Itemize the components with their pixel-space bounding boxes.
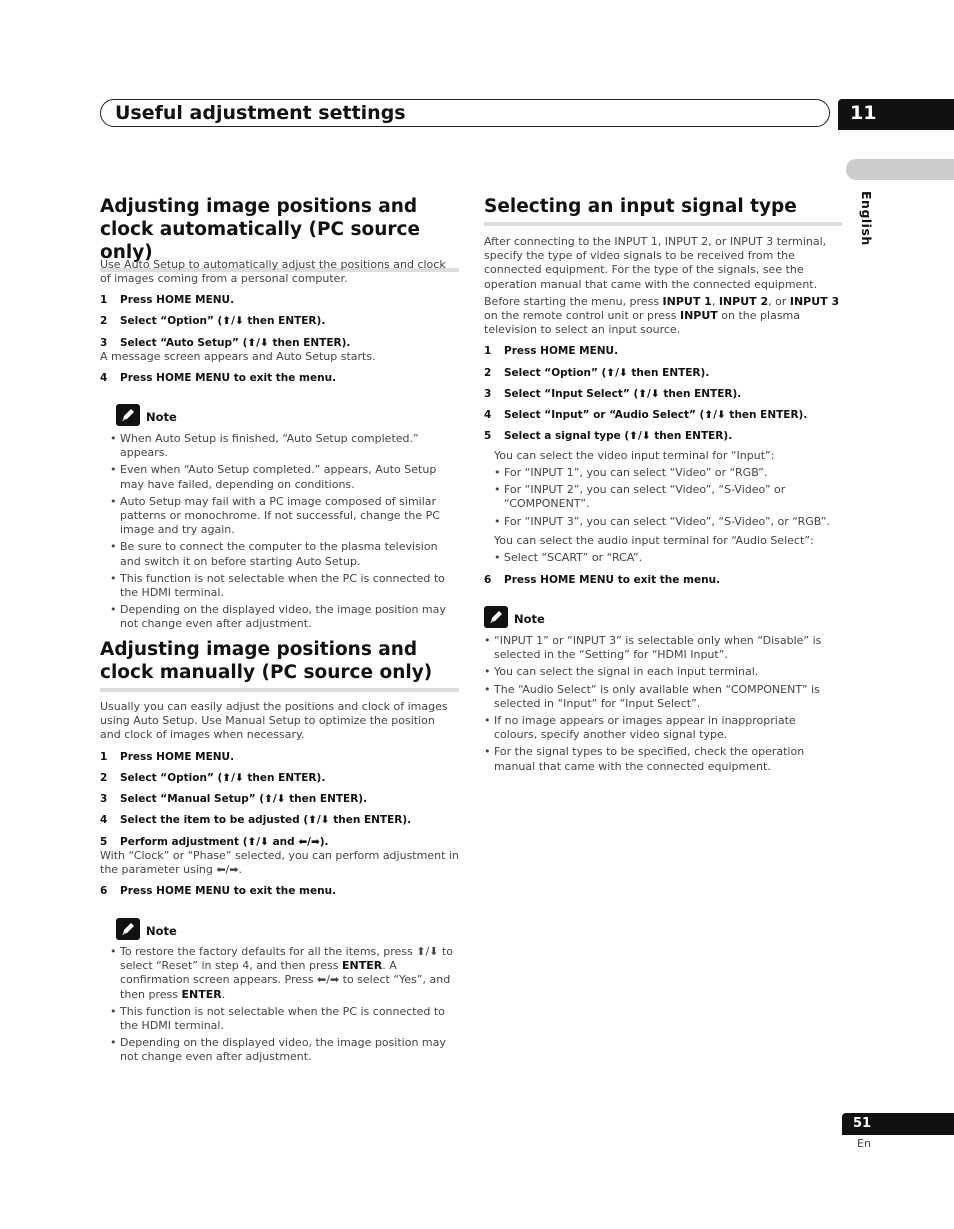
manual-note-header	[100, 918, 459, 942]
list-item: • Select “SCART” or “RCA”.	[484, 551, 842, 565]
step-number: 1	[100, 294, 108, 306]
note-pencil-icon	[116, 918, 140, 940]
auto-intro: Use Auto Setup to automatically adjust the positions and clock of images coming from a personal computer.	[100, 258, 446, 286]
step-text: Select “Option” (⬆/⬇ then ENTER).	[504, 367, 710, 379]
auto-step-4	[100, 371, 459, 385]
manual-step-3	[100, 792, 459, 806]
input-intro: After connecting to the INPUT 1, INPUT 2, or INPUT 3 terminal, specify the type of video signals to be received from the connected equipment. For the type of the signals, see the operation manual that came with the connected equipment.	[484, 235, 827, 291]
step-text: Press HOME MENU.	[120, 751, 235, 763]
step-number: 3	[100, 793, 108, 805]
step-number: 4	[100, 814, 108, 826]
step-text: Select “Manual Setup” (⬆/⬇ then ENTER).	[120, 793, 368, 805]
auto-note-header	[100, 404, 459, 428]
page-number: 51	[842, 1113, 954, 1135]
auto-step-2	[100, 314, 459, 328]
input-note-header	[468, 606, 842, 630]
chapter-number: 11	[838, 99, 954, 130]
step-number: 6	[100, 885, 108, 897]
manual-step-6	[100, 884, 459, 898]
step-text: Perform adjustment (⬆/⬇ and ⬅/➡).	[120, 836, 329, 848]
list-item: • For “INPUT 2”, you can select “Video”, “S-Video” or “COMPONENT”.	[484, 483, 842, 511]
step-text: Press HOME MENU to exit the menu.	[120, 885, 337, 897]
input-step-2	[484, 366, 842, 380]
key-label: INPUT 1	[662, 295, 712, 308]
manual-note-list	[100, 945, 459, 1068]
section-title-manual: Adjusting image positions and clock manually (PC source only)	[100, 638, 459, 692]
input-step-5	[484, 429, 842, 443]
manual-step-4	[100, 813, 459, 827]
section-title-auto: Adjusting image positions and clock automatically (PC source only)	[100, 195, 459, 272]
language-tab	[846, 159, 954, 180]
auto-step-3	[100, 336, 459, 350]
step-number: 5	[484, 430, 492, 442]
note-pencil-icon	[484, 606, 508, 628]
step-number: 5	[100, 836, 108, 848]
language-label: English	[859, 191, 874, 246]
input-step-4	[484, 408, 842, 422]
step-text: Select the item to be adjusted (⬆/⬇ then ENTER).	[120, 814, 412, 826]
auto-note-list	[100, 432, 459, 635]
step-number: 2	[100, 772, 108, 784]
step-text: Select “Auto Setup” (⬆/⬇ then ENTER).	[120, 337, 351, 349]
step-text: Select “Input Select” (⬆/⬇ then ENTER).	[504, 388, 742, 400]
note-text: To restore the factory defaults for all the items, press ⬆/⬇ to select “Reset” in step 4, and then press	[120, 945, 453, 973]
manual-step-5	[100, 835, 459, 849]
text: ,	[711, 295, 719, 308]
step-number: 4	[484, 409, 492, 421]
text: on the plasma television to select an input source.	[484, 309, 801, 337]
input-paragraph-2	[484, 295, 842, 338]
audio-input-list	[484, 551, 842, 568]
auto-step-3-desc: A message screen appears and Auto Setup starts.	[100, 350, 376, 363]
step-text: Press HOME MENU to exit the menu.	[504, 574, 721, 586]
step-text: Select “Input” or “Audio Select” (⬆/⬇ then ENTER).	[504, 409, 808, 421]
list-item: • Be sure to connect the computer to the plasma television and switch it on before starting Auto Setup.	[100, 540, 459, 568]
input-step-3	[484, 387, 842, 401]
step-number: 3	[484, 388, 492, 400]
list-item: • If no image appears or images appear in inappropriate colours, specify another video signal type.	[474, 714, 842, 742]
list-item: • You can select the signal in each input terminal.	[474, 665, 842, 679]
audio-input-intro: You can select the audio input terminal for “Audio Select”:	[494, 534, 814, 547]
section-title-input: Selecting an input signal type	[484, 195, 842, 226]
list-item: • This function is not selectable when the PC is connected to the HDMI terminal.	[100, 1005, 459, 1033]
auto-step-1	[100, 293, 459, 307]
list-item: • Depending on the displayed video, the image position may not change even after adjustment.	[100, 603, 459, 631]
step-number: 1	[100, 751, 108, 763]
list-item: • This function is not selectable when the PC is connected to the HDMI terminal.	[100, 572, 459, 600]
note-label: Note	[146, 410, 177, 424]
input-step-1	[484, 344, 842, 358]
list-item: • For the signal types to be specified, check the operation manual that came with the connected equipment.	[474, 745, 842, 773]
step-number: 2	[100, 315, 108, 327]
key-label: INPUT 2	[718, 295, 769, 308]
list-item: • Auto Setup may fail with a PC image composed of similar patterns or monochrome. If not successful, change the PC image and try again.	[100, 495, 459, 538]
video-input-intro: You can select the video input terminal for “Input”:	[494, 449, 775, 462]
note-text: .	[221, 987, 226, 1001]
step-number: 6	[484, 574, 492, 586]
text: , or	[768, 295, 790, 308]
enter-key-label: ENTER	[181, 987, 222, 1001]
text: on the remote control unit or press	[484, 309, 680, 323]
page-language: En	[857, 1137, 871, 1150]
list-item: • Even when “Auto Setup completed.” appears, Auto Setup may have failed, depending on conditions.	[100, 463, 459, 491]
note-text: . A confirmation screen appears. Press ⬅/➡ to select “Yes”, and then press	[120, 959, 451, 1001]
key-label: INPUT	[680, 309, 718, 323]
step-text: Select “Option” (⬆/⬇ then ENTER).	[120, 315, 326, 327]
enter-key-label: ENTER	[341, 959, 383, 973]
step-text: Press HOME MENU.	[504, 345, 619, 357]
chapter-title: Useful adjustment settings	[115, 102, 406, 124]
list-item: • Depending on the displayed video, the image position may not change even after adjustment.	[100, 1036, 459, 1064]
list-item: • “INPUT 1” or “INPUT 3” is selectable only when “Disable” is selected in the “Setting” for “HDMI Input”.	[474, 634, 842, 662]
note-label: Note	[146, 924, 177, 938]
manual-intro: Usually you can easily adjust the positions and clock of images using Auto Setup. Use Manual Setup to optimize the position and clock of images when necessary.	[100, 700, 448, 742]
note-label: Note	[514, 612, 545, 626]
step-number: 4	[100, 372, 108, 384]
manual-step-1	[100, 750, 459, 764]
chapter-header-bar	[100, 99, 830, 127]
manual-step-2	[100, 771, 459, 785]
step-text: Press HOME MENU to exit the menu.	[120, 372, 337, 384]
step-text: Select “Option” (⬆/⬇ then ENTER).	[120, 772, 326, 784]
text: Before starting the menu, press	[484, 295, 663, 308]
step-number: 2	[484, 367, 492, 379]
step-text: Select a signal type (⬆/⬇ then ENTER).	[504, 430, 733, 442]
list-item: • For “INPUT 1”, you can select “Video” or “RGB”.	[484, 466, 842, 480]
list-item: • For “INPUT 3”, you can select “Video”, “S-Video”, or “RGB”.	[484, 515, 842, 529]
step-text: Press HOME MENU.	[120, 294, 235, 306]
input-step-6	[484, 573, 842, 587]
input-note-list	[474, 634, 842, 777]
step-number: 1	[484, 345, 492, 357]
key-label: INPUT 3	[789, 295, 840, 308]
note-pencil-icon	[116, 404, 140, 426]
list-item: • The “Audio Select” is only available when “COMPONENT” is selected in “Input” for “Input Select”.	[474, 683, 842, 711]
step-number: 3	[100, 337, 108, 349]
list-item: • When Auto Setup is finished, “Auto Setup completed.” appears.	[100, 432, 459, 460]
manual-step-5-desc: With “Clock” or “Phase” selected, you can perform adjustment in the parameter using ⬅/➡.	[100, 849, 459, 876]
list-item	[100, 945, 459, 1002]
video-input-list	[484, 466, 842, 532]
